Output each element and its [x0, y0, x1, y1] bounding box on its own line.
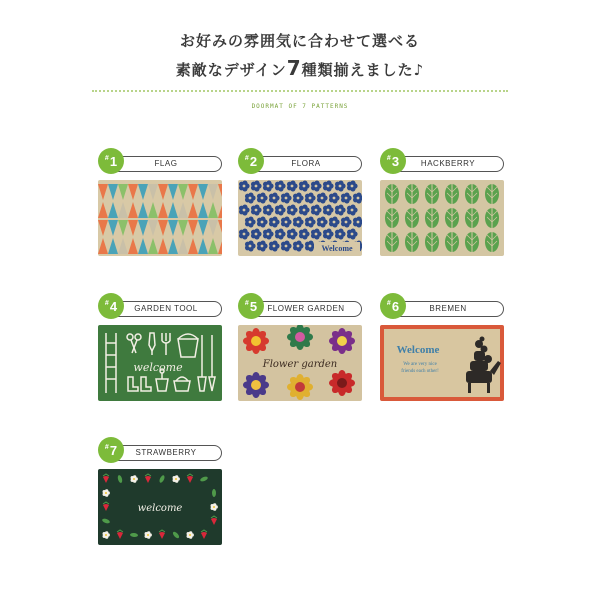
product-name-label: GARDEN TOOL [110, 301, 222, 317]
product-card-strawberry[interactable] [98, 437, 222, 547]
badge-hash: # [386, 155, 391, 162]
mat-text-welcome: welcome [137, 503, 183, 514]
number-badge [238, 148, 264, 174]
headline-line-1: お好みの雰囲気に合わせて選べる [179, 32, 420, 50]
product-name-label: FLORA [250, 156, 362, 172]
number-badge [98, 148, 124, 174]
headline-number: 7 [286, 56, 302, 80]
doormat-flora-image [238, 180, 362, 256]
mat-text-line-2: friends each other! [401, 369, 439, 374]
badge-number: 7 [109, 442, 118, 458]
number-badge [380, 293, 406, 319]
product-name-label: BREMEN [392, 301, 504, 317]
badge-number: 2 [249, 153, 258, 169]
badge-hash: # [244, 300, 249, 307]
dotted-divider [92, 90, 508, 92]
product-name-label: HACKBERRY [392, 156, 504, 172]
badge-hash: # [244, 155, 249, 162]
doormat-hackberry-image [380, 180, 504, 256]
mat-text-welcome: Welcome [396, 344, 440, 356]
product-card-flag[interactable] [98, 148, 222, 258]
number-badge [98, 293, 124, 319]
section-subtitle: DOORMAT OF 7 PATTERNS [251, 103, 349, 110]
mat-text-flower-garden: Flower garden [262, 359, 338, 370]
product-card-hackberry[interactable] [380, 148, 504, 258]
product-name-label: FLOWER GARDEN [250, 301, 362, 317]
doormat-flower-garden-image [238, 325, 362, 401]
number-badge [380, 148, 406, 174]
doormat-bremen-image [380, 325, 504, 401]
badge-number: 4 [109, 298, 118, 314]
headline-line-2-text-a: 素敵なデザイン [175, 61, 287, 79]
doormat-flag-image [98, 180, 222, 256]
badge-hash: # [104, 444, 109, 451]
mat-text-welcome: welcome [133, 361, 183, 374]
badge-hash: # [104, 300, 109, 307]
headline-line-2 [0, 56, 600, 80]
number-badge [98, 437, 124, 463]
product-name-label: STRAWBERRY [110, 445, 222, 461]
badge-number: 6 [391, 298, 400, 314]
product-card-bremen[interactable] [380, 293, 504, 403]
product-card-flora[interactable] [238, 148, 362, 258]
product-card-flower-garden[interactable] [238, 293, 362, 403]
mat-text-welcome: Welcome [321, 244, 353, 253]
number-badge [238, 293, 264, 319]
badge-number: 3 [391, 153, 400, 169]
badge-number: 5 [249, 298, 258, 314]
doormat-strawberry-image [98, 469, 222, 545]
doormat-garden-tool-image [98, 325, 222, 401]
product-card-garden-tool[interactable] [98, 293, 222, 403]
headline-line-2-text-b: 種類揃えました♪ [301, 61, 425, 79]
badge-number: 1 [109, 153, 118, 169]
badge-hash: # [104, 155, 109, 162]
badge-hash: # [386, 300, 391, 307]
product-name-label: FLAG [110, 156, 222, 172]
mat-text-line-1: We are very nice [403, 362, 437, 367]
